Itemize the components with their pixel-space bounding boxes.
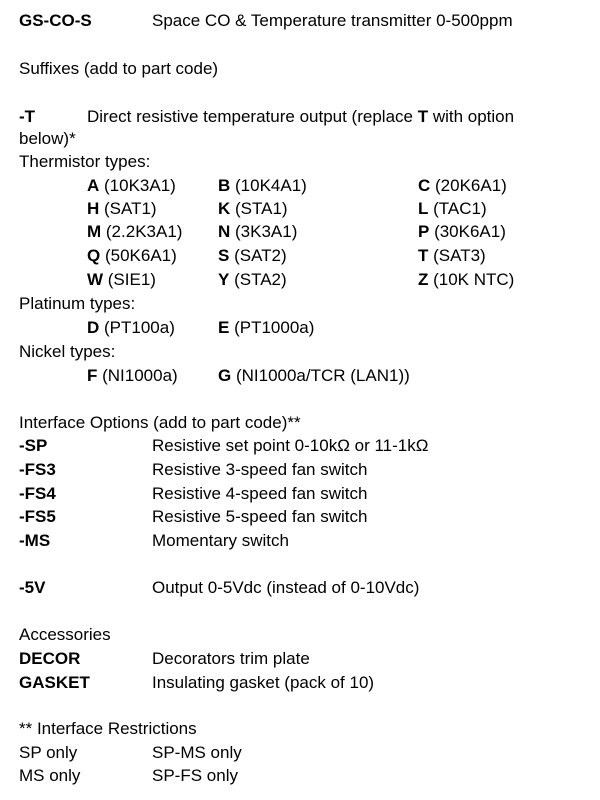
- output-option-code: -5V: [19, 578, 46, 597]
- interface-option-description: Resistive 5-speed fan switch: [152, 507, 368, 526]
- restriction-item: SP-FS only: [152, 766, 238, 785]
- thermistor-option: L (TAC1): [418, 199, 487, 218]
- thermistor-option: K (STA1): [218, 199, 288, 218]
- accessory-code: GASKET: [19, 673, 90, 692]
- thermistor-option: P (30K6A1): [418, 222, 506, 241]
- output-option-description: Output 0-5Vdc (instead of 0-10Vdc): [152, 578, 420, 597]
- thermistor-option: Z (10K NTC): [418, 270, 515, 289]
- interface-option-description: Resistive 4-speed fan switch: [152, 484, 368, 503]
- interface-option-description: Resistive 3-speed fan switch: [152, 460, 368, 479]
- accessory-code: DECOR: [19, 649, 81, 668]
- thermistor-option: H (SAT1): [87, 199, 157, 218]
- thermistor-option: Y (STA2): [218, 270, 287, 289]
- interface-option-code: -FS5: [19, 507, 56, 526]
- thermistor-option: W (SIE1): [87, 270, 156, 289]
- interface-option-description: Resistive set point 0-10kΩ or 11-1kΩ: [152, 436, 429, 455]
- thermistor-option: Q (50K6A1): [87, 246, 177, 265]
- thermistor-heading: Thermistor types:: [19, 152, 151, 171]
- accessory-description: Insulating gasket (pack of 10): [152, 673, 375, 692]
- thermistor-option: N (3K3A1): [218, 222, 298, 241]
- thermistor-option: A (10K3A1): [87, 176, 176, 195]
- platinum-heading: Platinum types:: [19, 294, 136, 313]
- thermistor-option: B (10K4A1): [218, 176, 307, 195]
- nickel-heading: Nickel types:: [19, 342, 116, 361]
- restrictions-heading: ** Interface Restrictions: [19, 719, 197, 738]
- thermistor-option: C (20K6A1): [418, 176, 507, 195]
- thermistor-option: S (SAT2): [218, 246, 287, 265]
- interface-option-code: -SP: [19, 436, 48, 455]
- thermistor-option: T (SAT3): [418, 246, 486, 265]
- part-code: GS-CO-S: [19, 11, 92, 30]
- thermistor-option: M (2.2K3A1): [87, 222, 183, 241]
- part-description: Space CO & Temperature transmitter 0-500ppm: [152, 11, 513, 30]
- suffixes-heading: Suffixes (add to part code): [19, 59, 219, 78]
- interface-option-description: Momentary switch: [152, 531, 289, 550]
- restriction-item: MS only: [19, 766, 81, 785]
- restriction-item: SP only: [19, 743, 78, 762]
- interface-heading: Interface Options (add to part code)**: [19, 413, 301, 432]
- restriction-item: SP-MS only: [152, 743, 242, 762]
- temperature-suffix-description-cont: below)*: [19, 129, 76, 148]
- nickel-option: G (NI1000a/TCR (LAN1)): [218, 366, 410, 385]
- accessories-heading: Accessories: [19, 625, 111, 644]
- interface-option-code: -FS3: [19, 460, 56, 479]
- interface-option-code: -FS4: [19, 484, 56, 503]
- interface-option-code: -MS: [19, 531, 51, 550]
- nickel-option: F (NI1000a): [87, 366, 178, 385]
- platinum-option: E (PT1000a): [218, 318, 315, 337]
- temperature-suffix-code: -T: [19, 107, 36, 126]
- temperature-suffix-description: Direct resistive temperature output (replace T with option: [87, 107, 515, 126]
- platinum-option: D (PT100a): [87, 318, 175, 337]
- accessory-description: Decorators trim plate: [152, 649, 310, 668]
